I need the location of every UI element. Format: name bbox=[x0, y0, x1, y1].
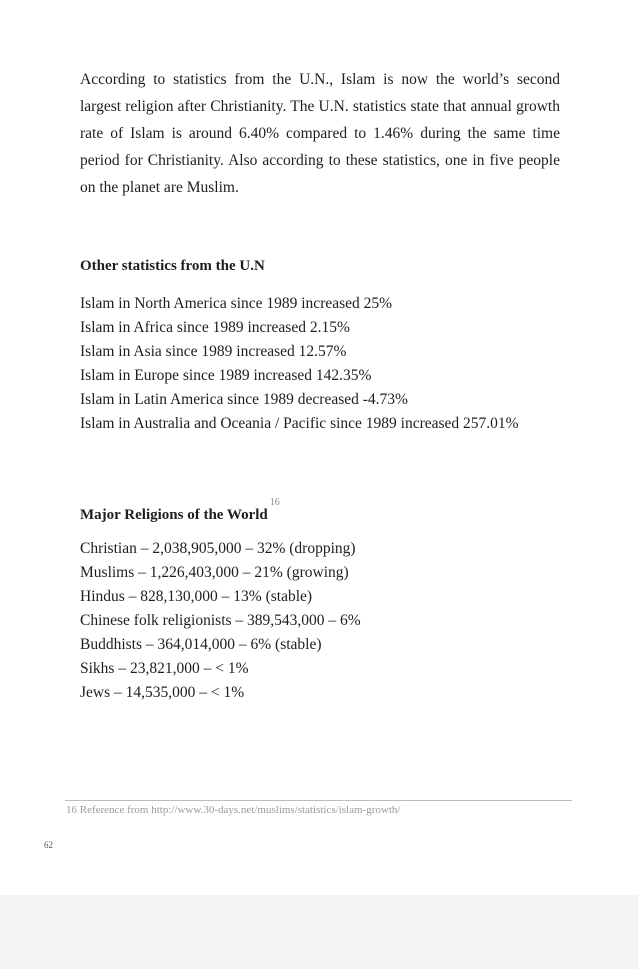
footnote-reference: 16 Reference from http://www.30-days.net/muslims/statistics/islam-growth/ bbox=[66, 804, 401, 816]
list-item: Islam in North America since 1989 increased 25% bbox=[80, 295, 393, 312]
list-item: Chinese folk religionists – 389,543,000 – 6% bbox=[80, 612, 361, 629]
un-statistics-list bbox=[80, 292, 560, 436]
section-heading-major-religions-text: Major Religions of the World bbox=[80, 507, 268, 523]
intro-paragraph: According to statistics from the U.N., Islam is now the world’s second largest religion after Christianity. The U.N. statistics state that annual growth rate of Islam is around 6.40% compared to 1.46% during the same time period for Christianity. Also according to these statistics, one in five people on the planet are Muslim. bbox=[80, 71, 560, 196]
list-item: Islam in Australia and Oceania / Pacific since 1989 increased 257.01% bbox=[80, 415, 519, 432]
footnote-marker: 16 bbox=[269, 497, 280, 508]
list-item: Islam in Europe since 1989 increased 142.35% bbox=[80, 367, 372, 384]
footnote-divider bbox=[65, 800, 572, 801]
list-item: Islam in Latin America since 1989 decreased -4.73% bbox=[80, 391, 408, 408]
list-item: Sikhs – 23,821,000 – < 1% bbox=[80, 660, 249, 677]
section-heading-major-religions bbox=[80, 497, 280, 524]
section-heading-un-statistics-text: Other statistics from the U.N bbox=[80, 258, 265, 274]
list-item: Hindus – 828,130,000 – 13% (stable) bbox=[80, 588, 313, 605]
section-heading-un-statistics bbox=[80, 258, 265, 275]
list-item: Buddhists – 364,014,000 – 6% (stable) bbox=[80, 636, 322, 653]
page-number: 62 bbox=[44, 840, 53, 850]
list-item: Islam in Asia since 1989 increased 12.57% bbox=[80, 343, 347, 360]
list-item: Muslims – 1,226,403,000 – 21% (growing) bbox=[80, 564, 349, 581]
major-religions-list bbox=[80, 537, 560, 705]
list-item: Islam in Africa since 1989 increased 2.15% bbox=[80, 319, 350, 336]
page-bottom-margin bbox=[0, 895, 638, 969]
list-item: Christian – 2,038,905,000 – 32% (dropping) bbox=[80, 540, 356, 557]
list-item: Jews – 14,535,000 – < 1% bbox=[80, 684, 245, 701]
